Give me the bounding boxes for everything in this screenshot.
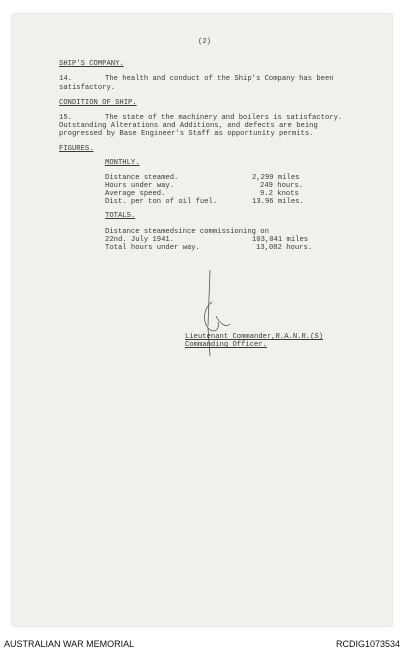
para-15-line-2: Outstanding Alterations and Additions, and defects are being — [59, 122, 318, 130]
ships-company-heading: SHIP'S COMPANY. — [59, 60, 124, 68]
page-number: (2) — [198, 38, 211, 46]
monthly-row-value: 9.2 knots — [260, 190, 299, 198]
figures-heading: FIGURES. — [59, 145, 94, 153]
signature-title: Commanding Officer. — [185, 341, 267, 349]
monthly-row-label: Average speed. — [105, 190, 166, 198]
monthly-row-label: Dist. per ton of oil fuel. — [105, 198, 218, 206]
monthly-row-label: Hours under way. — [105, 182, 175, 190]
signature-rank: Lieutenant Commander,R.A.N.R.(S) — [185, 333, 324, 341]
monthly-heading: MONTHLY. — [105, 159, 140, 167]
para-15-number: 15. — [59, 114, 72, 122]
monthly-row-value: 13.96 miles. — [252, 198, 304, 206]
monthly-row-value: 249 hours. — [260, 182, 304, 190]
monthly-row-value: 2,299 miles — [252, 174, 300, 182]
monthly-row-label: Distance steamed. — [105, 174, 179, 182]
record-id: RCDIG1073534 — [335, 639, 400, 649]
totals-row-label: Total hours under way. — [105, 244, 200, 252]
totals-line-1: Distance steamedsince commissioning on — [105, 228, 269, 236]
para-14-line-2: satisfactory. — [59, 84, 116, 92]
para-14-line-1: The health and conduct of the Ship's Company has been — [105, 75, 334, 83]
totals-row-label: 22nd. July 1941. — [105, 236, 175, 244]
archive-name: AUSTRALIAN WAR MEMORIAL — [4, 639, 135, 649]
para-15-line-1: The state of the machinery and boilers is satisfactory. — [105, 114, 343, 122]
totals-row-value: 13,082 hours. — [256, 244, 313, 252]
para-15-line-3: progressed by Base Engineer's Staff as opportunity permits. — [59, 130, 314, 138]
condition-heading: CONDITION OF SHIP. — [59, 99, 137, 107]
para-14-number: 14. — [59, 75, 72, 83]
totals-row-value: 103,041 miles — [252, 236, 309, 244]
totals-heading: TOTALS. — [105, 212, 136, 220]
